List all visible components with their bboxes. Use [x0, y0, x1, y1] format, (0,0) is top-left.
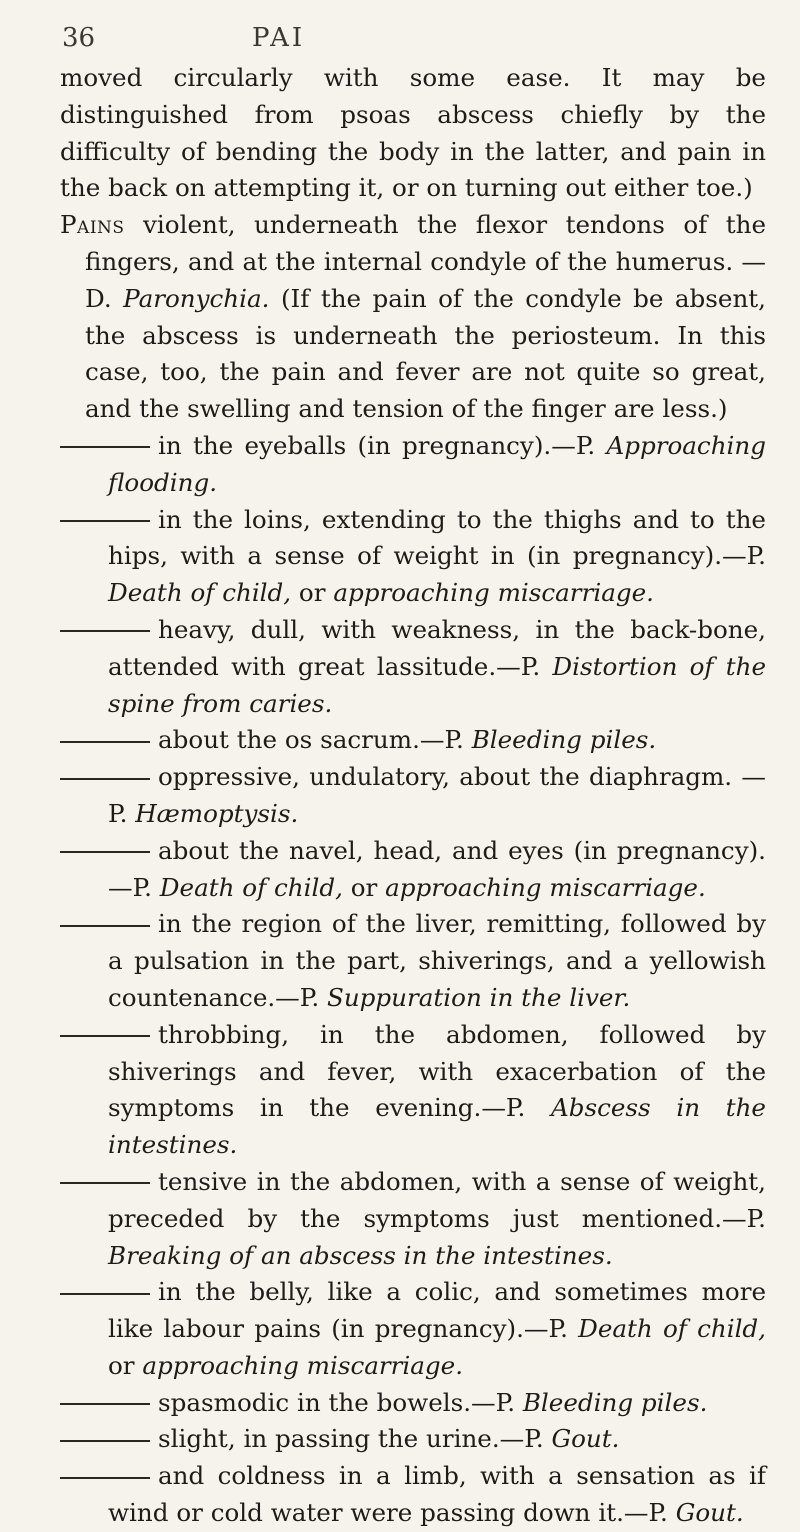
page-number: 36: [62, 23, 96, 53]
remedy: approaching miscarriage.: [385, 872, 706, 902]
running-head: [62, 18, 760, 58]
remedy: Death of child,: [578, 1314, 766, 1344]
ditto-dash: [60, 1182, 150, 1184]
remedy: Bleeding piles.: [522, 1387, 708, 1417]
entry-pains: [60, 207, 766, 428]
subentry: about the os sacrum.—P. Bleeding piles.: [60, 722, 766, 759]
ditto-dash: [60, 851, 150, 853]
ditto-dash: [60, 778, 150, 780]
ditto-dash: [60, 1440, 150, 1442]
subentry: in the belly, like a colic, and sometimes more like labour pains (in pregnancy).—P. Death of child, or approaching miscarriage.: [60, 1274, 766, 1384]
subentry: about the navel, head, and eyes (in pregnancy). —P. Death of child, or approaching miscarriage.: [60, 833, 766, 907]
ditto-dash: [60, 1035, 150, 1037]
ditto-dash: [60, 741, 150, 743]
subentry: heavy, dull, with weakness, in the back-bone, attended with great lassitude.—P. Distortion of the spine from caries.: [60, 612, 766, 722]
remedy: Approaching flooding.: [108, 430, 766, 497]
remedy: Death of child,: [108, 578, 292, 608]
ditto-dash: [60, 630, 150, 632]
remedy: Suppuration in the liver.: [326, 982, 631, 1012]
subentry: and coldness in a limb, with a sensation as if wind or cold water were passing down it.—P. Gout.: [60, 1458, 766, 1532]
remedy: Paronychia.: [123, 283, 270, 313]
subentry: slight, in passing the urine.—P. Gout.: [60, 1421, 766, 1458]
ditto-dash: [60, 1477, 150, 1479]
remedy: approaching miscarriage.: [333, 578, 654, 608]
running-title: PAI: [252, 23, 306, 53]
remedy: Bleeding piles.: [471, 725, 657, 755]
remedy: approaching miscarriage.: [142, 1350, 464, 1380]
subentry: tensive in the abdomen, with a sense of weight, preceded by the symptoms just mentioned.—P. Breaking of an abscess in the intestines.: [60, 1164, 766, 1274]
subentry: in the loins, extending to the thighs and to the hips, with a sense of weight in (in pregnancy).—P. Death of child, or approaching miscarriage.: [60, 502, 766, 612]
subentry: throbbing, in the abdomen, followed by shiverings and fever, with exacerbation of the symptoms in the evening.—P. Abscess in the intestines.: [60, 1017, 766, 1164]
ditto-dash: [60, 1293, 150, 1295]
ditto-dash: [60, 446, 150, 448]
page-body: [60, 60, 766, 1532]
remedy: Distortion of the spine from caries.: [108, 651, 766, 718]
ditto-dash: [60, 520, 150, 522]
remedy: Death of child,: [159, 872, 343, 902]
ditto-dash: [60, 1403, 150, 1405]
remedy: Gout.: [675, 1498, 744, 1528]
entry-body: violent, underneath the flexor tendons of the fingers, and at the internal condyle of the humerus. —D.: [85, 210, 766, 313]
remedy: Hæmoptysis.: [135, 798, 299, 828]
intro-paragraph: moved circularly with some ease. It may be distinguished from psoas abscess chiefly by the difficulty of bending the body in the latter, and pain in the back on attempting it, or on turning out either toe.): [60, 63, 766, 203]
remedy: Gout.: [551, 1424, 620, 1454]
entry-head: Pains: [60, 210, 125, 240]
subentry: in the eyeballs (in pregnancy).—P. Approaching flooding.: [60, 428, 766, 502]
subentry: spasmodic in the bowels.—P. Bleeding piles.: [60, 1385, 766, 1422]
entry-note: (If the pain of the condyle be absent, the abscess is underneath the periosteum. In this case, too, the pain and fever are not quite so great, and the swelling and tension of the finger are less.): [85, 283, 766, 424]
ditto-dash: [60, 925, 150, 927]
remedy: Breaking of an abscess in the intestines.: [108, 1240, 613, 1270]
remedy: Abscess in the intestines.: [108, 1093, 766, 1160]
subentry: oppressive, undulatory, about the diaphragm. —P. Hæmoptysis.: [60, 759, 766, 833]
subentry: in the region of the liver, remitting, followed by a pulsation in the part, shiverings, and a yellowish countenance.—P. Suppuration in the liver.: [60, 906, 766, 1016]
